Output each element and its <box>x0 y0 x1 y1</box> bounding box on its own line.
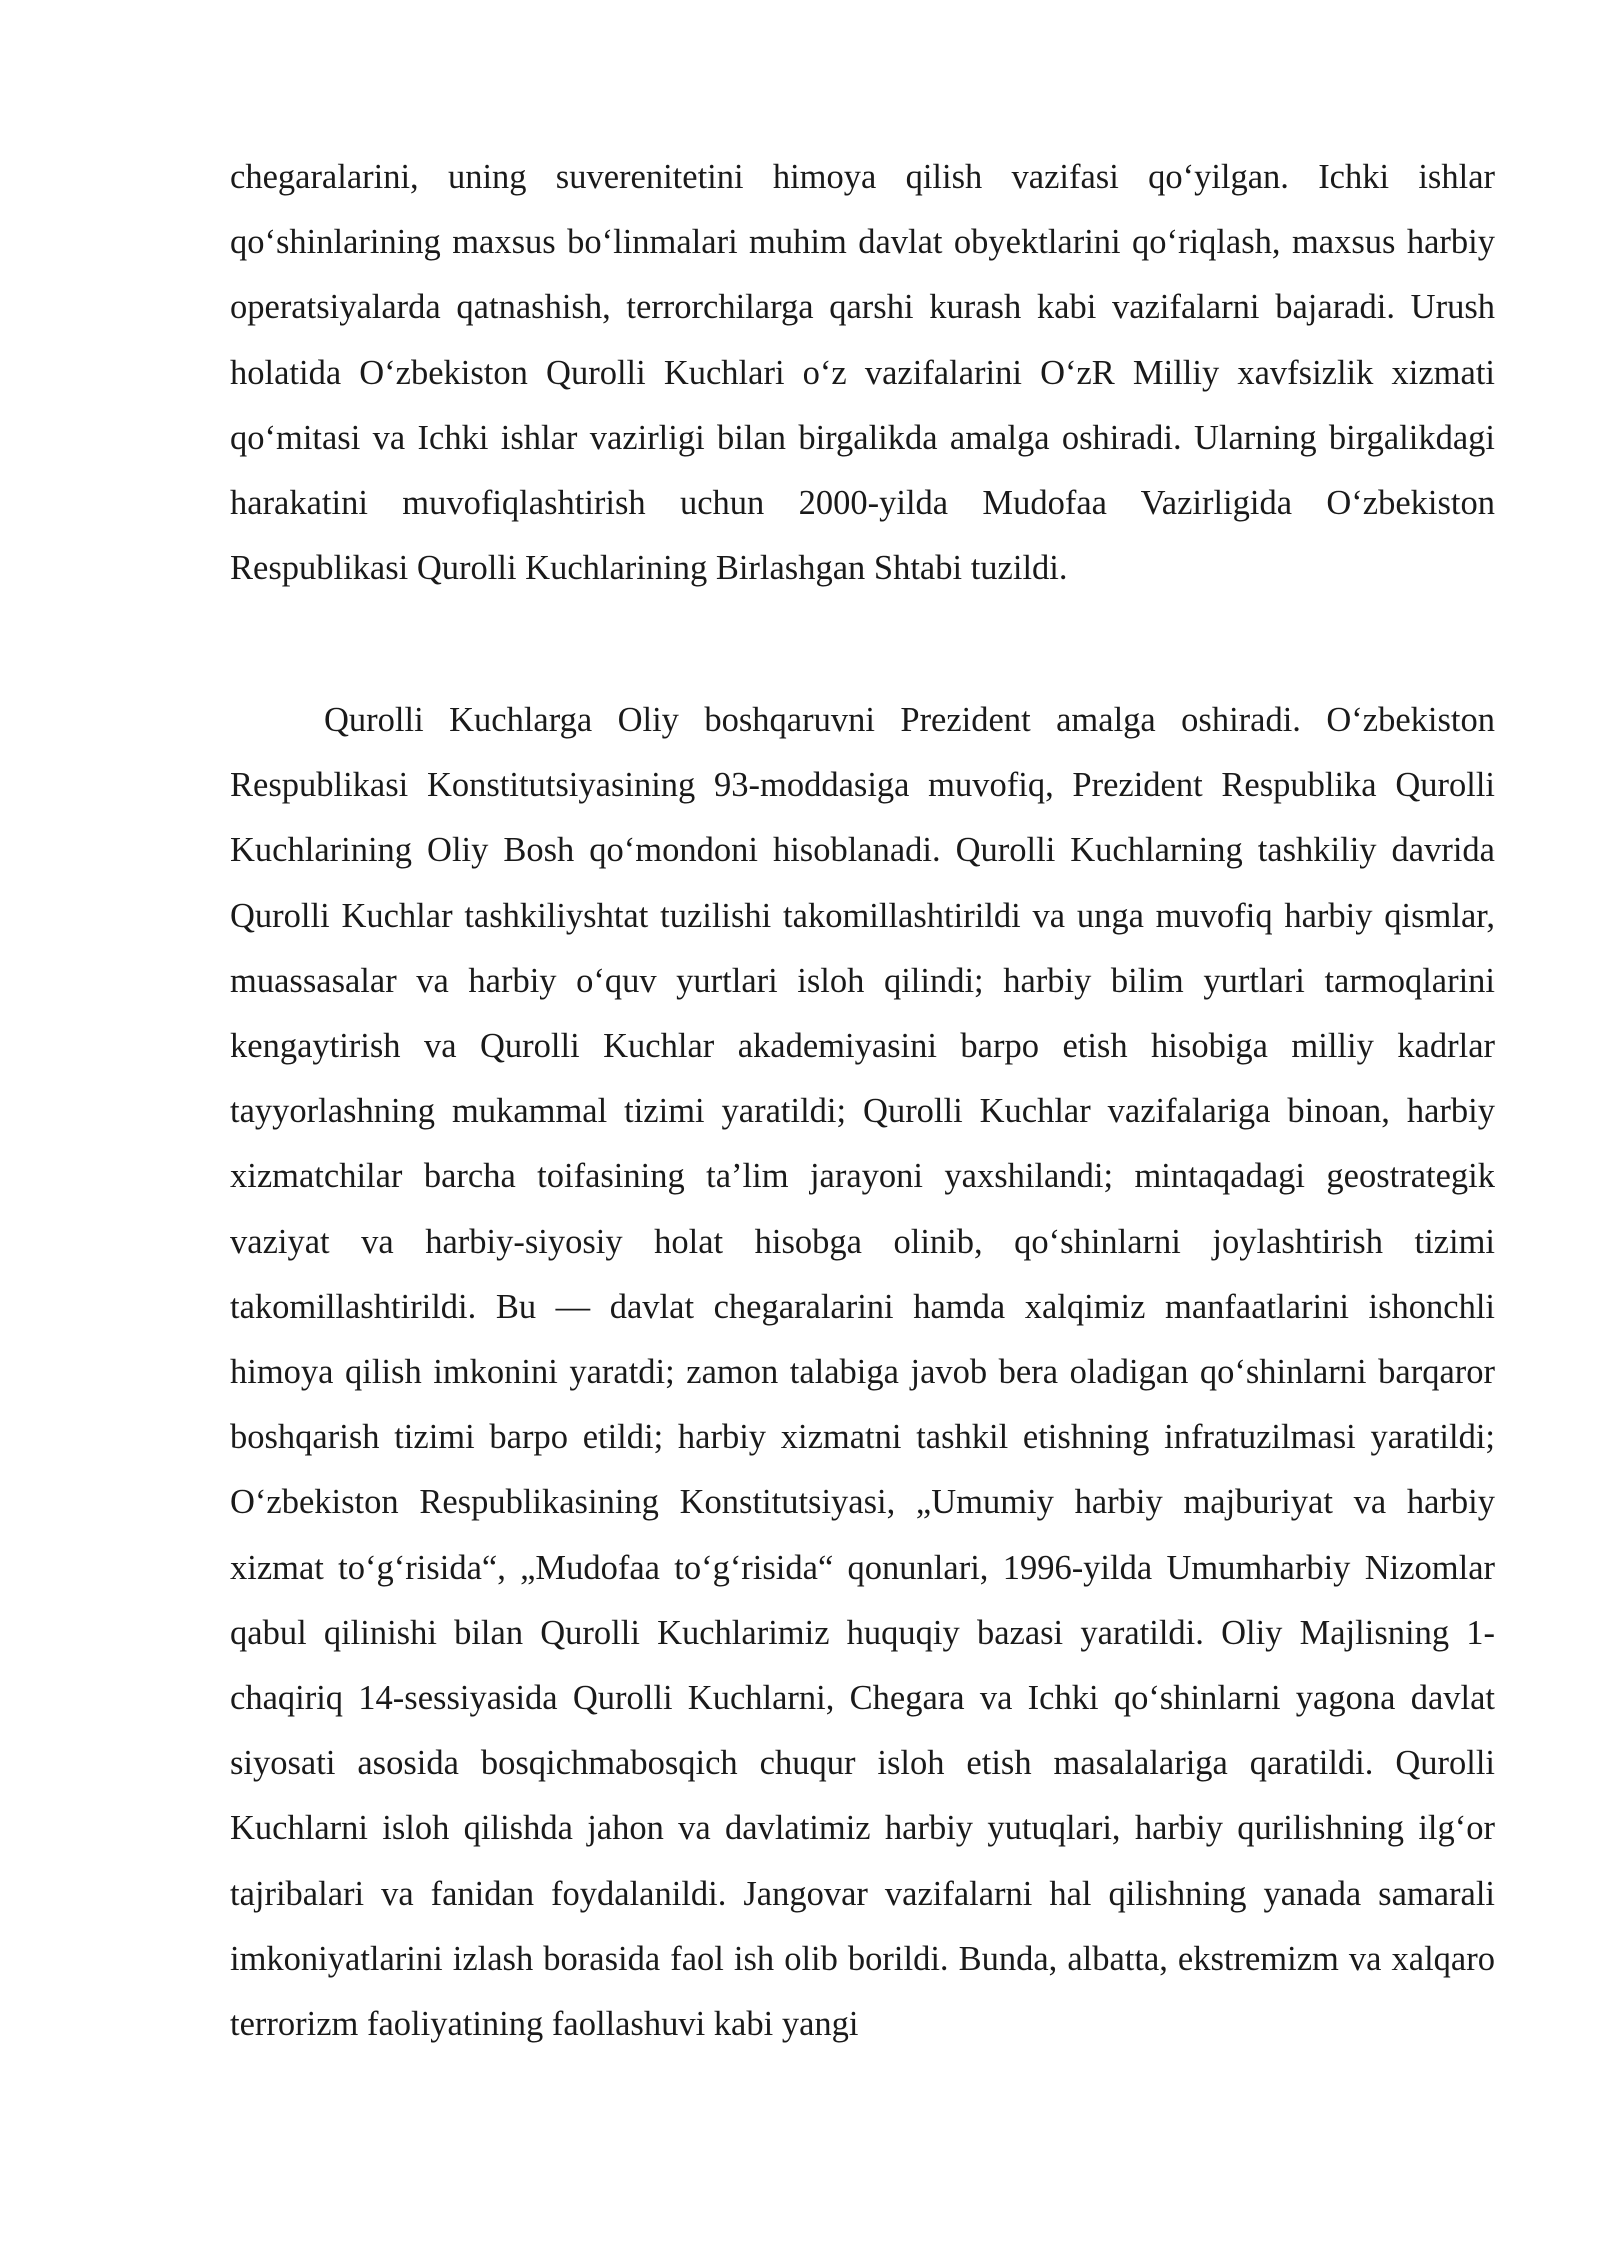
paragraph-1: chegaralarini, uning suverenitetini himoya qilish vazifasi qo‘yilgan. Ichki ishlar qo‘shinlarining maxsus bo‘linmalari muhim davlat obyektlarini qo‘riqlash, maxsus harbiy operatsiyalarda qatnashish, terrorchilarga qarshi kurash kabi vazifalarni bajaradi. Urush holatida O‘zbekiston Qurolli Kuchlari o‘z vazifalarini O‘zR Milliy xavfsizlik xizmati qo‘mitasi va Ichki ishlar vazirligi bilan birgalikda amalga oshiradi. Ularning birgalikdagi harakatini muvofiqlashtirish uchun 2000-yilda Mudofaa Vazirligida O‘zbekiston Respublikasi Qurolli Kuchlarining Birlashgan Shtabi tuzildi. <box>230 158 1495 588</box>
paragraph-2: Qurolli Kuchlarga Oliy boshqaruvni Prezident amalga oshiradi. O‘zbekiston Respublikasi Konstitutsiyasining 93-moddasiga muvofiq, Prezident Respublika Qurolli Kuchlarining Oliy Bosh qo‘mondoni hisoblanadi. Qurolli Kuchlarning tashkiliy davrida Qurolli Kuchlar tashkiliyshtat tuzilishi takomillashtirildi va unga muvofiq harbiy qismlar, muassasalar va harbiy o‘quv yurtlari isloh qilindi; harbiy bilim yurtlari tarmoqlarini kengaytirish va Qurolli Kuchlar akademiyasini barpo etish hisobiga milliy kadrlar tayyorlashning mukammal tizimi yaratildi; Qurolli Kuchlar vazifalariga binoan, harbiy xizmatchilar barcha toifasining ta’lim jarayoni yaxshilandi; mintaqadagi geostrategik vaziyat va harbiy-siyosiy holat hisobga olinib, qo‘shinlarni joylashtirish tizimi takomillashtirildi. Bu — davlat chegaralarini hamda xalqimiz manfaatlarini ishonchli himoya qilish imkonini yaratdi; zamon talabiga javob bera oladigan qo‘shinlarni barqaror boshqarish tizimi barpo etildi; harbiy xizmatni tashkil etishning infratuzilmasi yaratildi; O‘zbekiston Respublikasining Konstitutsiyasi, „Umumiy harbiy majburiyat va harbiy xizmat to‘g‘risida“, „Mudofaa to‘g‘risida“ qonunlari, 1996-yilda Umumharbiy Nizomlar qabul qilinishi bilan Qurolli Kuchlarimiz huquqiy bazasi yaratildi. Oliy Majlisning 1-chaqiriq 14-sessiyasida Qurolli Kuchlarni, Chegara va Ichki qo‘shinlarni yagona davlat siyosati asosida bosqichmabosqich chuqur isloh etish masalalariga qaratildi. Qurolli Kuchlarni isloh qilishda jahon va davlatimiz harbiy yutuqlari, harbiy qurilishning ilg‘or tajribalari va fanidan foydalanildi. Jangovar vazifalarni hal qilishning yanada samarali imkoniyatlarini izlash borasida faol ish olib borildi. Bunda, albatta, ekstremizm va xalqaro terrorizm faoliyatining faollashuvi kabi yangi <box>230 701 1495 2044</box>
